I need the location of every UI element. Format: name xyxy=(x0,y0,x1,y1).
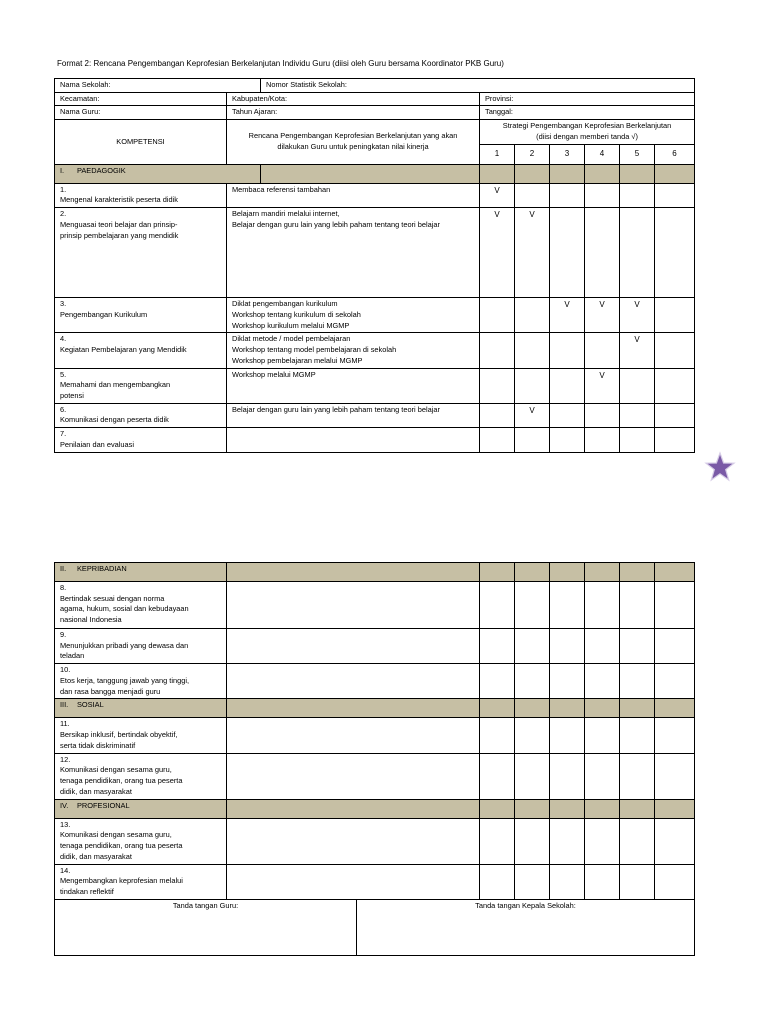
section-header-sosial: III. SOSIAL xyxy=(55,699,227,718)
strategy-check-6 xyxy=(655,428,695,452)
kabupaten-label: Kabupaten/Kota: xyxy=(227,92,480,106)
rencana-text: Belajar dengan guru lain yang lebih paham tentang teori belajar xyxy=(232,219,440,229)
strategy-check-6 xyxy=(655,753,695,799)
rencana-text: Workshop tentang kurikulum di sekolah xyxy=(232,309,361,319)
rencana-cell xyxy=(227,403,480,427)
row-number: 1. xyxy=(60,184,67,194)
strategy-check-4 xyxy=(585,208,620,298)
strategy-check-4 xyxy=(585,818,620,864)
tahun-ajaran-label: Tahun Ajaran: xyxy=(227,106,480,120)
strategy-check-3 xyxy=(550,183,585,207)
rencana-text: Diklat pengembangan kurikulum xyxy=(232,299,338,309)
kompetensi-text: dan rasa bangga menjadi guru xyxy=(60,686,161,696)
strategy-check-5: V xyxy=(620,298,655,333)
strategy-check-1 xyxy=(480,333,515,368)
kompetensi-text: Mengembangkan keprofesian melalui xyxy=(60,876,183,886)
col-header-2: 2 xyxy=(515,144,550,164)
table-row xyxy=(55,753,695,799)
kompetensi-text: Pengembangan Kurikulum xyxy=(60,309,148,319)
strategy-check-3 xyxy=(550,208,585,298)
strategy-check-3 xyxy=(550,818,585,864)
rencana-cell xyxy=(227,664,480,699)
row-number: 5. xyxy=(60,369,67,379)
table-row xyxy=(55,208,695,298)
strategy-check-6 xyxy=(655,629,695,664)
strategy-check-6 xyxy=(655,368,695,403)
strategy-check-2 xyxy=(515,818,550,864)
kompetensi-cell xyxy=(55,629,227,664)
kompetensi-text: potensi xyxy=(60,391,84,401)
row-number: 10. xyxy=(60,665,71,675)
strategy-check-5 xyxy=(620,818,655,864)
row-number: 9. xyxy=(60,630,67,639)
rencana-text: Workshop pembelajaran melalui MGMP xyxy=(232,355,363,365)
rencana-text: Belajarn mandiri melalui internet, xyxy=(232,209,340,219)
strategy-check-3 xyxy=(550,582,585,629)
nomor-statistik-label: Nomor Statistik Sekolah: xyxy=(261,79,695,93)
kompetensi-text: Bersikap inklusif, bertindak obyektif, xyxy=(60,730,178,740)
strategy-check-3 xyxy=(550,368,585,403)
strategy-check-2: V xyxy=(515,403,550,427)
strategy-check-3 xyxy=(550,664,585,699)
strategy-check-4: V xyxy=(585,368,620,403)
strategy-check-5 xyxy=(620,753,655,799)
strategy-check-1: V xyxy=(480,208,515,298)
strategy-check-2 xyxy=(515,864,550,899)
rencana-text: Workshop melalui MGMP xyxy=(232,369,316,379)
strategy-check-2 xyxy=(515,333,550,368)
strategy-check-2 xyxy=(515,582,550,629)
strategy-check-1 xyxy=(480,664,515,699)
kompetensi-text: Komunikasi dengan peserta didik xyxy=(60,415,169,425)
strategy-check-5 xyxy=(620,629,655,664)
strategy-check-6 xyxy=(655,664,695,699)
kompetensi-text: Menguasai teori belajar dan prinsip- xyxy=(60,219,178,229)
row-number: 4. xyxy=(60,334,67,344)
tanggal-label: Tanggal: xyxy=(480,106,695,120)
strategy-check-4 xyxy=(585,428,620,452)
strategy-check-1 xyxy=(480,403,515,427)
rencana-cell xyxy=(227,333,480,368)
rencana-text: Workshop tentang model pembelajaran di sekolah xyxy=(232,345,397,355)
strategy-check-5: V xyxy=(620,333,655,368)
strategy-check-1 xyxy=(480,864,515,899)
rencana-text: Membaca referensi tambahan xyxy=(232,184,331,194)
strategy-check-2 xyxy=(515,428,550,452)
kompetensi-text: Komunikasi dengan sesama guru, xyxy=(60,830,172,840)
strategy-check-5 xyxy=(620,403,655,427)
strategy-check-4 xyxy=(585,582,620,629)
signature-kepala-sekolah: Tanda tangan Kepala Sekolah: xyxy=(357,899,695,955)
table-row xyxy=(55,864,695,899)
strategy-check-6 xyxy=(655,333,695,368)
section-header-paedagogik: I. PAEDAGOGIK xyxy=(55,164,261,183)
rencana-cell xyxy=(227,368,480,403)
rencana-header: Rencana Pengembangan Keprofesian Berkelanjutan yang akan dilakukan Guru untuk peningkatan nilai kinerja xyxy=(227,120,480,164)
strategy-check-2 xyxy=(515,629,550,664)
strategy-check-5 xyxy=(620,864,655,899)
row-number: 3. xyxy=(60,299,67,309)
strategy-check-1: V xyxy=(480,183,515,207)
strategy-check-4 xyxy=(585,718,620,753)
strategy-check-3 xyxy=(550,403,585,427)
strategy-check-6 xyxy=(655,208,695,298)
strategy-check-4: V xyxy=(585,298,620,333)
row-number: 8. xyxy=(60,583,67,592)
kompetensi-cell xyxy=(55,208,227,298)
kompetensi-text: serta tidak diskriminatif xyxy=(60,740,136,750)
strategy-check-3 xyxy=(550,333,585,368)
rencana-cell xyxy=(227,864,480,899)
star-icon xyxy=(703,450,737,484)
rencana-cell xyxy=(227,718,480,753)
kompetensi-text: nasional Indonesia xyxy=(60,615,122,625)
strategy-check-3 xyxy=(550,753,585,799)
table-row xyxy=(55,428,695,452)
kompetensi-cell xyxy=(55,428,227,452)
kompetensi-text: teladan xyxy=(60,651,85,661)
rencana-cell xyxy=(227,183,480,207)
kompetensi-header: KOMPETENSI xyxy=(55,120,227,164)
rpkb-table-paedagogik xyxy=(54,78,695,453)
kompetensi-cell xyxy=(55,718,227,753)
kompetensi-text: agama, hukum, sosial dan kebudayaan xyxy=(60,604,189,614)
kompetensi-text: Penilaian dan evaluasi xyxy=(60,439,134,449)
strategy-check-5 xyxy=(620,582,655,629)
row-number: 2. xyxy=(60,209,67,219)
kompetensi-cell xyxy=(55,582,227,629)
strategy-check-6 xyxy=(655,718,695,753)
table-row xyxy=(55,718,695,753)
strategy-check-4 xyxy=(585,664,620,699)
kompetensi-cell xyxy=(55,753,227,799)
strategy-check-6 xyxy=(655,818,695,864)
kompetensi-text: tindakan reflektif xyxy=(60,887,114,897)
table-row xyxy=(55,629,695,664)
strategy-check-4 xyxy=(585,403,620,427)
strategy-check-2: V xyxy=(515,208,550,298)
strategy-check-5 xyxy=(620,428,655,452)
rencana-cell xyxy=(227,298,480,333)
row-number: 12. xyxy=(60,754,71,764)
table-row xyxy=(55,368,695,403)
strategy-check-6 xyxy=(655,183,695,207)
strategy-check-3 xyxy=(550,428,585,452)
strategy-check-2 xyxy=(515,298,550,333)
kompetensi-text: Komunikasi dengan sesama guru, xyxy=(60,765,172,775)
strategi-header: Strategi Pengembangan Keprofesian Berkelanjutan (diisi dengan memberi tanda √) xyxy=(480,120,695,144)
rencana-cell xyxy=(227,208,480,298)
col-header-5: 5 xyxy=(620,144,655,164)
kompetensi-cell xyxy=(55,864,227,899)
strategy-check-1 xyxy=(480,753,515,799)
table-row xyxy=(55,403,695,427)
strategy-check-5 xyxy=(620,664,655,699)
kompetensi-text: Menunjukkan pribadi yang dewasa dan xyxy=(60,640,189,650)
kompetensi-text: Memahami dan mengembangkan xyxy=(60,380,171,390)
kompetensi-cell xyxy=(55,183,227,207)
col-header-4: 4 xyxy=(585,144,620,164)
table-row xyxy=(55,582,695,629)
table-row xyxy=(55,818,695,864)
col-header-3: 3 xyxy=(550,144,585,164)
strategy-check-1 xyxy=(480,818,515,864)
strategy-check-2 xyxy=(515,753,550,799)
strategy-check-6 xyxy=(655,403,695,427)
section-header-kepribadian: II. KEPRIBADIAN xyxy=(55,563,227,582)
strategy-check-4 xyxy=(585,864,620,899)
signature-guru: Tanda tangan Guru: xyxy=(55,899,357,955)
nama-sekolah-label: Nama Sekolah: xyxy=(55,79,261,93)
strategy-check-1 xyxy=(480,718,515,753)
table-row xyxy=(55,664,695,699)
strategy-check-1 xyxy=(480,582,515,629)
row-number: 14. xyxy=(60,865,71,875)
strategy-check-3 xyxy=(550,629,585,664)
kompetensi-text: didik, dan masyarakat xyxy=(60,851,132,861)
kompetensi-text: tenaga pendidikan, orang tua peserta xyxy=(60,776,183,786)
row-number: 13. xyxy=(60,819,71,829)
strategy-check-1 xyxy=(480,629,515,664)
kecamatan-label: Kecamatan: xyxy=(55,92,227,106)
strategy-check-1 xyxy=(480,428,515,452)
table-row xyxy=(55,298,695,333)
strategy-check-3: V xyxy=(550,298,585,333)
strategy-check-1 xyxy=(480,368,515,403)
strategy-check-5 xyxy=(620,718,655,753)
strategy-check-2 xyxy=(515,183,550,207)
table-row xyxy=(55,183,695,207)
kompetensi-cell xyxy=(55,403,227,427)
kompetensi-cell xyxy=(55,368,227,403)
kompetensi-cell xyxy=(55,664,227,699)
strategy-check-4 xyxy=(585,753,620,799)
provinsi-label: Provinsi: xyxy=(480,92,695,106)
strategy-check-4 xyxy=(585,333,620,368)
nama-guru-label: Nama Guru: xyxy=(55,106,227,120)
row-number: 6. xyxy=(60,404,67,414)
kompetensi-text: Kegiatan Pembelajaran yang Mendidik xyxy=(60,345,187,355)
strategy-check-6 xyxy=(655,298,695,333)
rencana-cell xyxy=(227,818,480,864)
strategy-check-5 xyxy=(620,208,655,298)
kompetensi-text: Bertindak sesuai dengan norma xyxy=(60,593,165,603)
kompetensi-cell xyxy=(55,298,227,333)
kompetensi-cell xyxy=(55,333,227,368)
rencana-text: Diklat metode / model pembelajaran xyxy=(232,334,351,344)
strategy-check-3 xyxy=(550,718,585,753)
strategy-check-2 xyxy=(515,368,550,403)
kompetensi-text: prinsip pembelajaran yang mendidik xyxy=(60,230,179,240)
kompetensi-text: Etos kerja, tanggung jawab yang tinggi, xyxy=(60,675,190,685)
kompetensi-cell xyxy=(55,818,227,864)
col-header-1: 1 xyxy=(480,144,515,164)
rencana-cell xyxy=(227,428,480,452)
strategy-check-1 xyxy=(480,298,515,333)
section-header-profesional: IV. PROFESIONAL xyxy=(55,799,227,818)
rencana-text: Belajar dengan guru lain yang lebih paham tentang teori belajar xyxy=(232,404,440,414)
strategy-check-4 xyxy=(585,183,620,207)
strategy-check-3 xyxy=(550,864,585,899)
rencana-cell xyxy=(227,629,480,664)
strategy-check-2 xyxy=(515,718,550,753)
rencana-cell xyxy=(227,753,480,799)
form-title: Format 2: Rencana Pengembangan Keprofesian Berkelanjutan Individu Guru (diisi oleh Guru bersama Koordinator PKB Guru) xyxy=(57,59,504,68)
kompetensi-text: didik, dan masyarakat xyxy=(60,786,132,796)
kompetensi-text: Mengenal karakteristik peserta didik xyxy=(60,195,178,205)
strategy-check-5 xyxy=(620,368,655,403)
rpkb-table-lanjutan xyxy=(54,562,695,956)
strategy-check-6 xyxy=(655,864,695,899)
col-header-6: 6 xyxy=(655,144,695,164)
table-row xyxy=(55,333,695,368)
row-number: 11. xyxy=(60,719,70,729)
strategy-check-2 xyxy=(515,664,550,699)
strategy-check-5 xyxy=(620,183,655,207)
row-number: 7. xyxy=(60,429,67,439)
strategy-check-4 xyxy=(585,629,620,664)
kompetensi-text: tenaga pendidikan, orang tua peserta xyxy=(60,841,183,851)
rencana-text: Workshop kurikulum melalui MGMP xyxy=(232,320,350,330)
strategy-check-6 xyxy=(655,582,695,629)
rencana-cell xyxy=(227,582,480,629)
